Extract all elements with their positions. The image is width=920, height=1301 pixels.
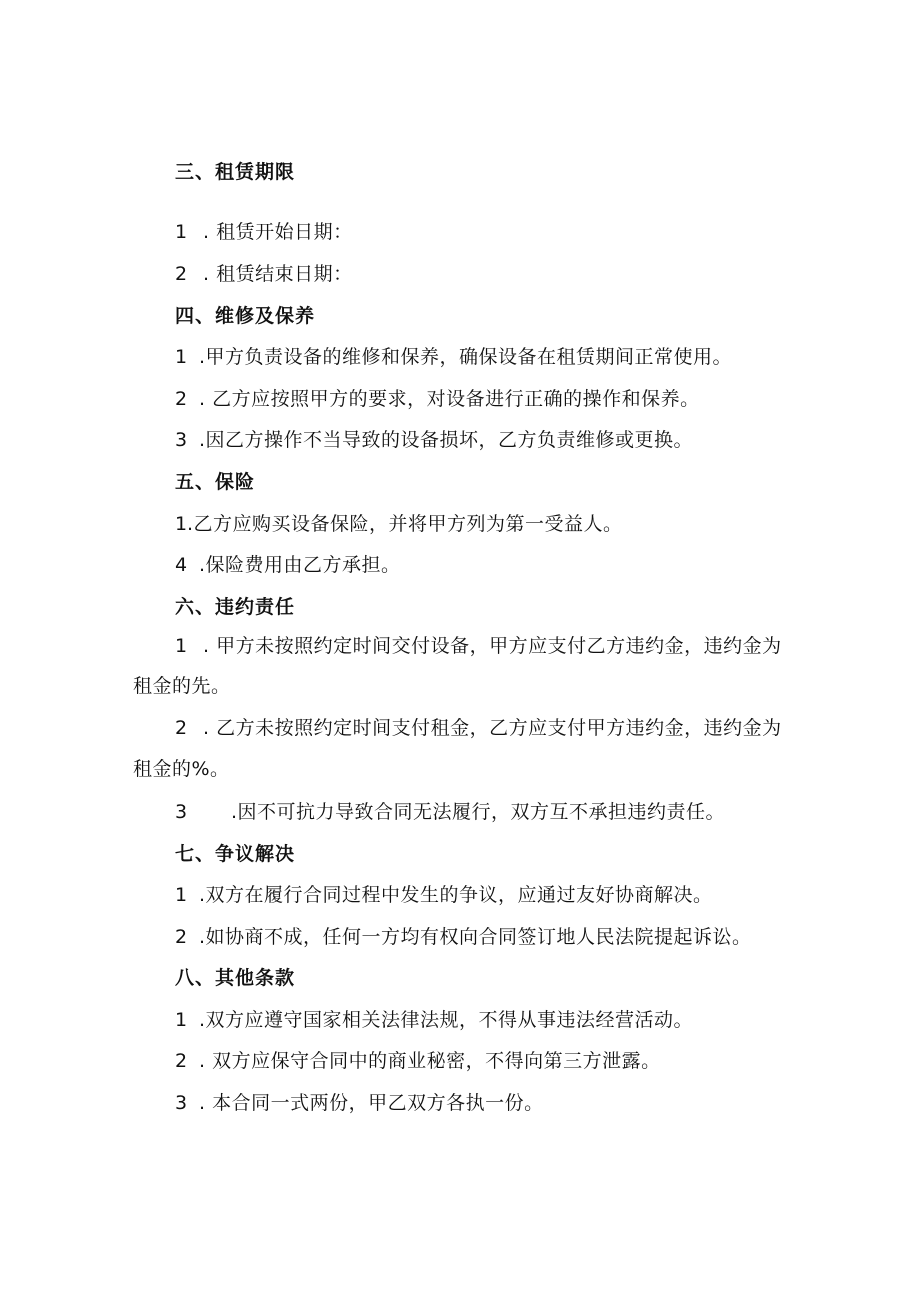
clause-number: 3 [175,801,188,823]
clause-number: 1 [175,221,188,243]
clause-text: .因乙方操作不当导致的设备损坏，乙方负责维修或更换。 [199,429,694,451]
clause-item [175,800,725,824]
section-heading-breach: 六、违约责任 [175,596,296,618]
clause-number: 1 [175,513,188,535]
clause-text: .保险费用由乙方承担。 [199,554,401,576]
clause-number: 2 [175,717,188,739]
clause-number: 1 [175,884,188,906]
clause-number: 2 [175,926,188,948]
clause-number: 1 [175,346,188,368]
clause-text: .双方在履行合同过程中发生的争议，应通过友好协商解决。 [199,884,713,906]
clause-text: . 租赁开始日期： [203,221,353,243]
clause-item [175,883,713,907]
clause-text: . 租赁结束日期： [203,263,353,285]
section-heading-other-terms: 八、其他条款 [175,967,296,989]
clause-number: 3 [175,429,188,451]
clause-item [175,262,353,286]
clause-number: 2 [175,388,188,410]
clause-item [175,387,700,411]
clause-text: . 乙方应按照甲方的要求，对设备进行正确的操作和保养。 [199,388,700,410]
clause-number: 3 [175,1092,188,1114]
clause-item [175,220,353,244]
clause-text: .乙方应购买设备保险，并将甲方列为第一受益人。 [187,513,623,535]
clause-text: .甲方负责设备的维修和保养，确保设备在租赁期间正常使用。 [199,346,733,368]
clause-number: 2 [175,1050,188,1072]
clause-number: 4 [175,554,188,576]
clause-text: .双方应遵守国家相关法律法规，不得从事违法经营活动。 [199,1009,694,1031]
clause-item [175,716,782,740]
clause-item [175,512,623,536]
section-heading-insurance: 五、保险 [175,471,256,493]
clause-item [175,345,732,369]
clause-item [175,634,782,658]
clause-item [175,1049,661,1073]
clause-item [175,553,401,577]
clause-text: . 甲方未按照约定时间交付设备，甲方应支付乙方违约金，违约金为 [203,635,782,657]
clause-item [175,1091,544,1115]
clause-number: 1 [175,635,188,657]
clause-text: . 双方应保守合同中的商业秘密，不得向第三方泄露。 [199,1050,661,1072]
clause-continuation: 租金的%。 [133,758,230,780]
clause-item [175,1008,693,1032]
clause-number: 2 [175,263,188,285]
clause-number: 1 [175,1009,188,1031]
clause-text: . 乙方未按照约定时间支付租金，乙方应支付甲方违约金，违约金为 [203,717,782,739]
clause-item [175,925,752,949]
section-heading-dispute: 七、争议解决 [175,843,296,865]
clause-continuation: 租金的先。 [133,675,231,697]
section-heading-maintenance: 四、维修及保养 [175,305,316,327]
clause-item [175,428,693,452]
clause-text: .因不可抗力导致合同无法履行，双方互不承担违约责任。 [231,801,726,823]
clause-text: . 本合同一式两份，甲乙双方各执一份。 [199,1092,544,1114]
clause-text: .如协商不成，任何一方均有权向合同签订地人民法院提起诉讼。 [199,926,752,948]
section-heading-lease-term: 三、租赁期限 [175,161,296,183]
